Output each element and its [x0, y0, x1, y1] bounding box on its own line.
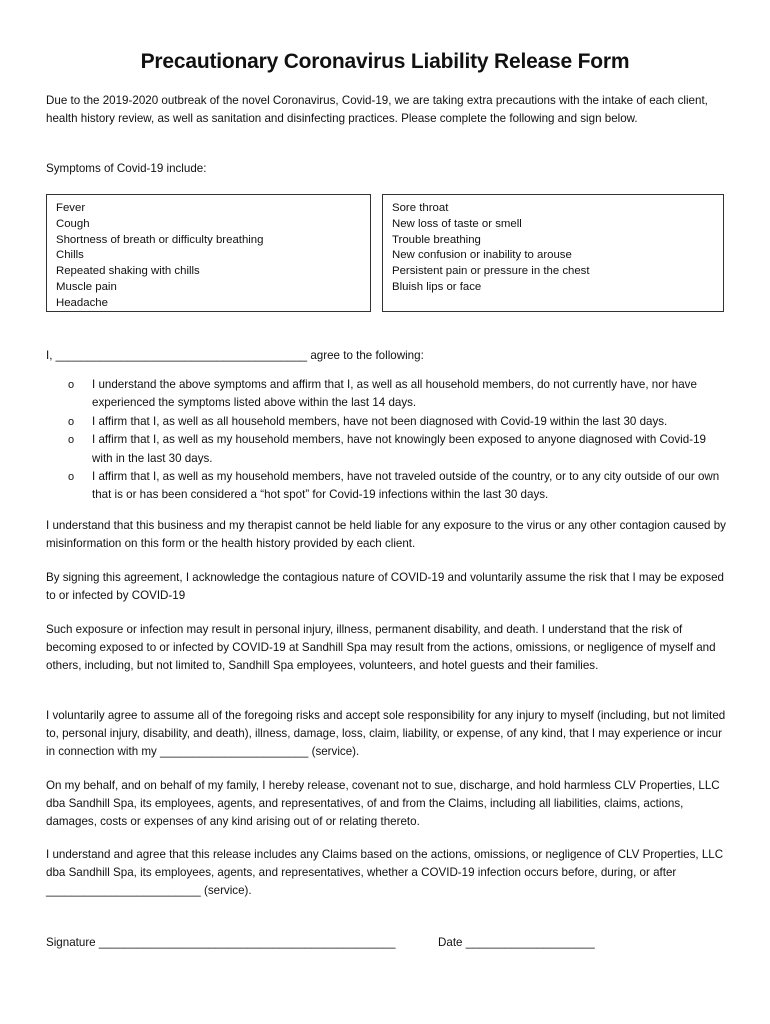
symptom-item: Headache [56, 296, 108, 309]
intro-paragraph: Due to the 2019-2020 outbreak of the novel Coronavirus, Covid-19, we are taking extra precautions with the intake of each client, health history review, as well as sanitation and disinfecting practices. Please complete the following and sign below. [46, 94, 708, 125]
symptom-item: Cough [56, 217, 90, 230]
symptom-item: Bluish lips or face [392, 280, 482, 293]
name-agree-line[interactable]: I, _______________________________________ agree to the following: [46, 349, 424, 362]
signature-field[interactable]: Signature ______________________________________________ [46, 936, 396, 949]
exposure-paragraph: Such exposure or infection may result in personal injury, illness, permanent disability, and death. I understand that the risk of becoming exposed to or infected by COVID-19 at Sandhill Spa may result from the actions, omissions, or negligence of myself and others, including, but not limited to, Sandhill Spa employees, volunteers, and hotel guests and their families. [46, 623, 716, 672]
symptoms-box-right [382, 194, 724, 312]
affirmation-item [46, 413, 726, 431]
affirmation-text: I understand the above symptoms and affirm that I, as well as all household members, do not currently have, nor have experienced the symptoms listed above within the last 14 days. [92, 378, 697, 410]
symptoms-heading: Symptoms of Covid-19 include: [46, 162, 207, 175]
symptom-item: Sore throat [392, 202, 449, 214]
affirmation-item [46, 431, 726, 468]
assume-risk-paragraph[interactable]: I voluntarily agree to assume all of the foregoing risks and accept sole responsibility for any injury to myself (including, but not limited to, personal injury, disability, and death), illness, damage, loss, claim, liability, or expense, of any kind, that I may experience or incur in connection with my _______________________ (service). [46, 709, 726, 758]
release-paragraph: On my behalf, and on behalf of my family, I hereby release, covenant not to sue, discharge, and hold harmless CLV Properties, LLC dba Sandhill Spa, its employees, agents, and representatives, of and from the Claims, including all liabilities, claims, actions, damages, costs or expenses of any kind arising out of or relating thereto. [46, 779, 720, 828]
symptom-item: New confusion or inability to arouse [392, 249, 572, 262]
symptom-item: Trouble breathing [392, 233, 481, 246]
claims-paragraph[interactable]: I understand and agree that this release includes any Claims based on the actions, omissions, or negligence of CLV Properties, LLC dba Sandhill Spa, its employees, agents, and representatives, whether a COVID-19 infection occurs before, during, or after ________________________ (service). [46, 848, 724, 897]
bullet-marker: o [68, 379, 75, 391]
symptom-item: Persistent pain or pressure in the chest [392, 265, 590, 278]
symptom-item: New loss of taste or smell [392, 217, 522, 230]
affirmation-text: I affirm that I, as well as my household members, have not traveled outside of the country, or to any city outside of our own that is or has been considered a “hot spot” for Covid-19 infections within the last 30 days. [92, 470, 720, 502]
bullet-marker: o [68, 471, 75, 484]
form-title: Precautionary Coronavirus Liability Release Form [140, 50, 630, 73]
symptom-item: Repeated shaking with chills [56, 265, 200, 278]
affirmation-text: I affirm that I, as well as all household members, have not been diagnosed with Covid-19 within the last 30 days. [92, 414, 668, 428]
symptom-item: Fever [56, 202, 86, 214]
bullet-marker: o [68, 415, 75, 428]
symptom-item: Muscle pain [56, 280, 117, 293]
affirmations-list [46, 376, 726, 505]
symptom-item: Chills [56, 249, 84, 262]
symptom-item: Shortness of breath or difficulty breathing [56, 233, 264, 246]
affirmation-item [46, 376, 726, 413]
risk-acknowledgement-paragraph: By signing this agreement, I acknowledge the contagious nature of COVID-19 and voluntarily assume the risk that I may be exposed to or infected by COVID-19 [46, 571, 724, 602]
affirmation-item [46, 468, 726, 505]
symptoms-box-left [46, 194, 371, 312]
bullet-marker: o [68, 434, 75, 447]
liability-paragraph: I understand that this business and my therapist cannot be held liable for any exposure to the virus or any other contagion caused by misinformation on this form or the health history provided by each client. [46, 519, 726, 550]
date-field[interactable]: Date ____________________ [438, 936, 595, 949]
affirmation-text: I affirm that I, as well as my household members, have not knowingly been exposed to anyone diagnosed with Covid-19 with in the last 30 days. [92, 433, 706, 465]
